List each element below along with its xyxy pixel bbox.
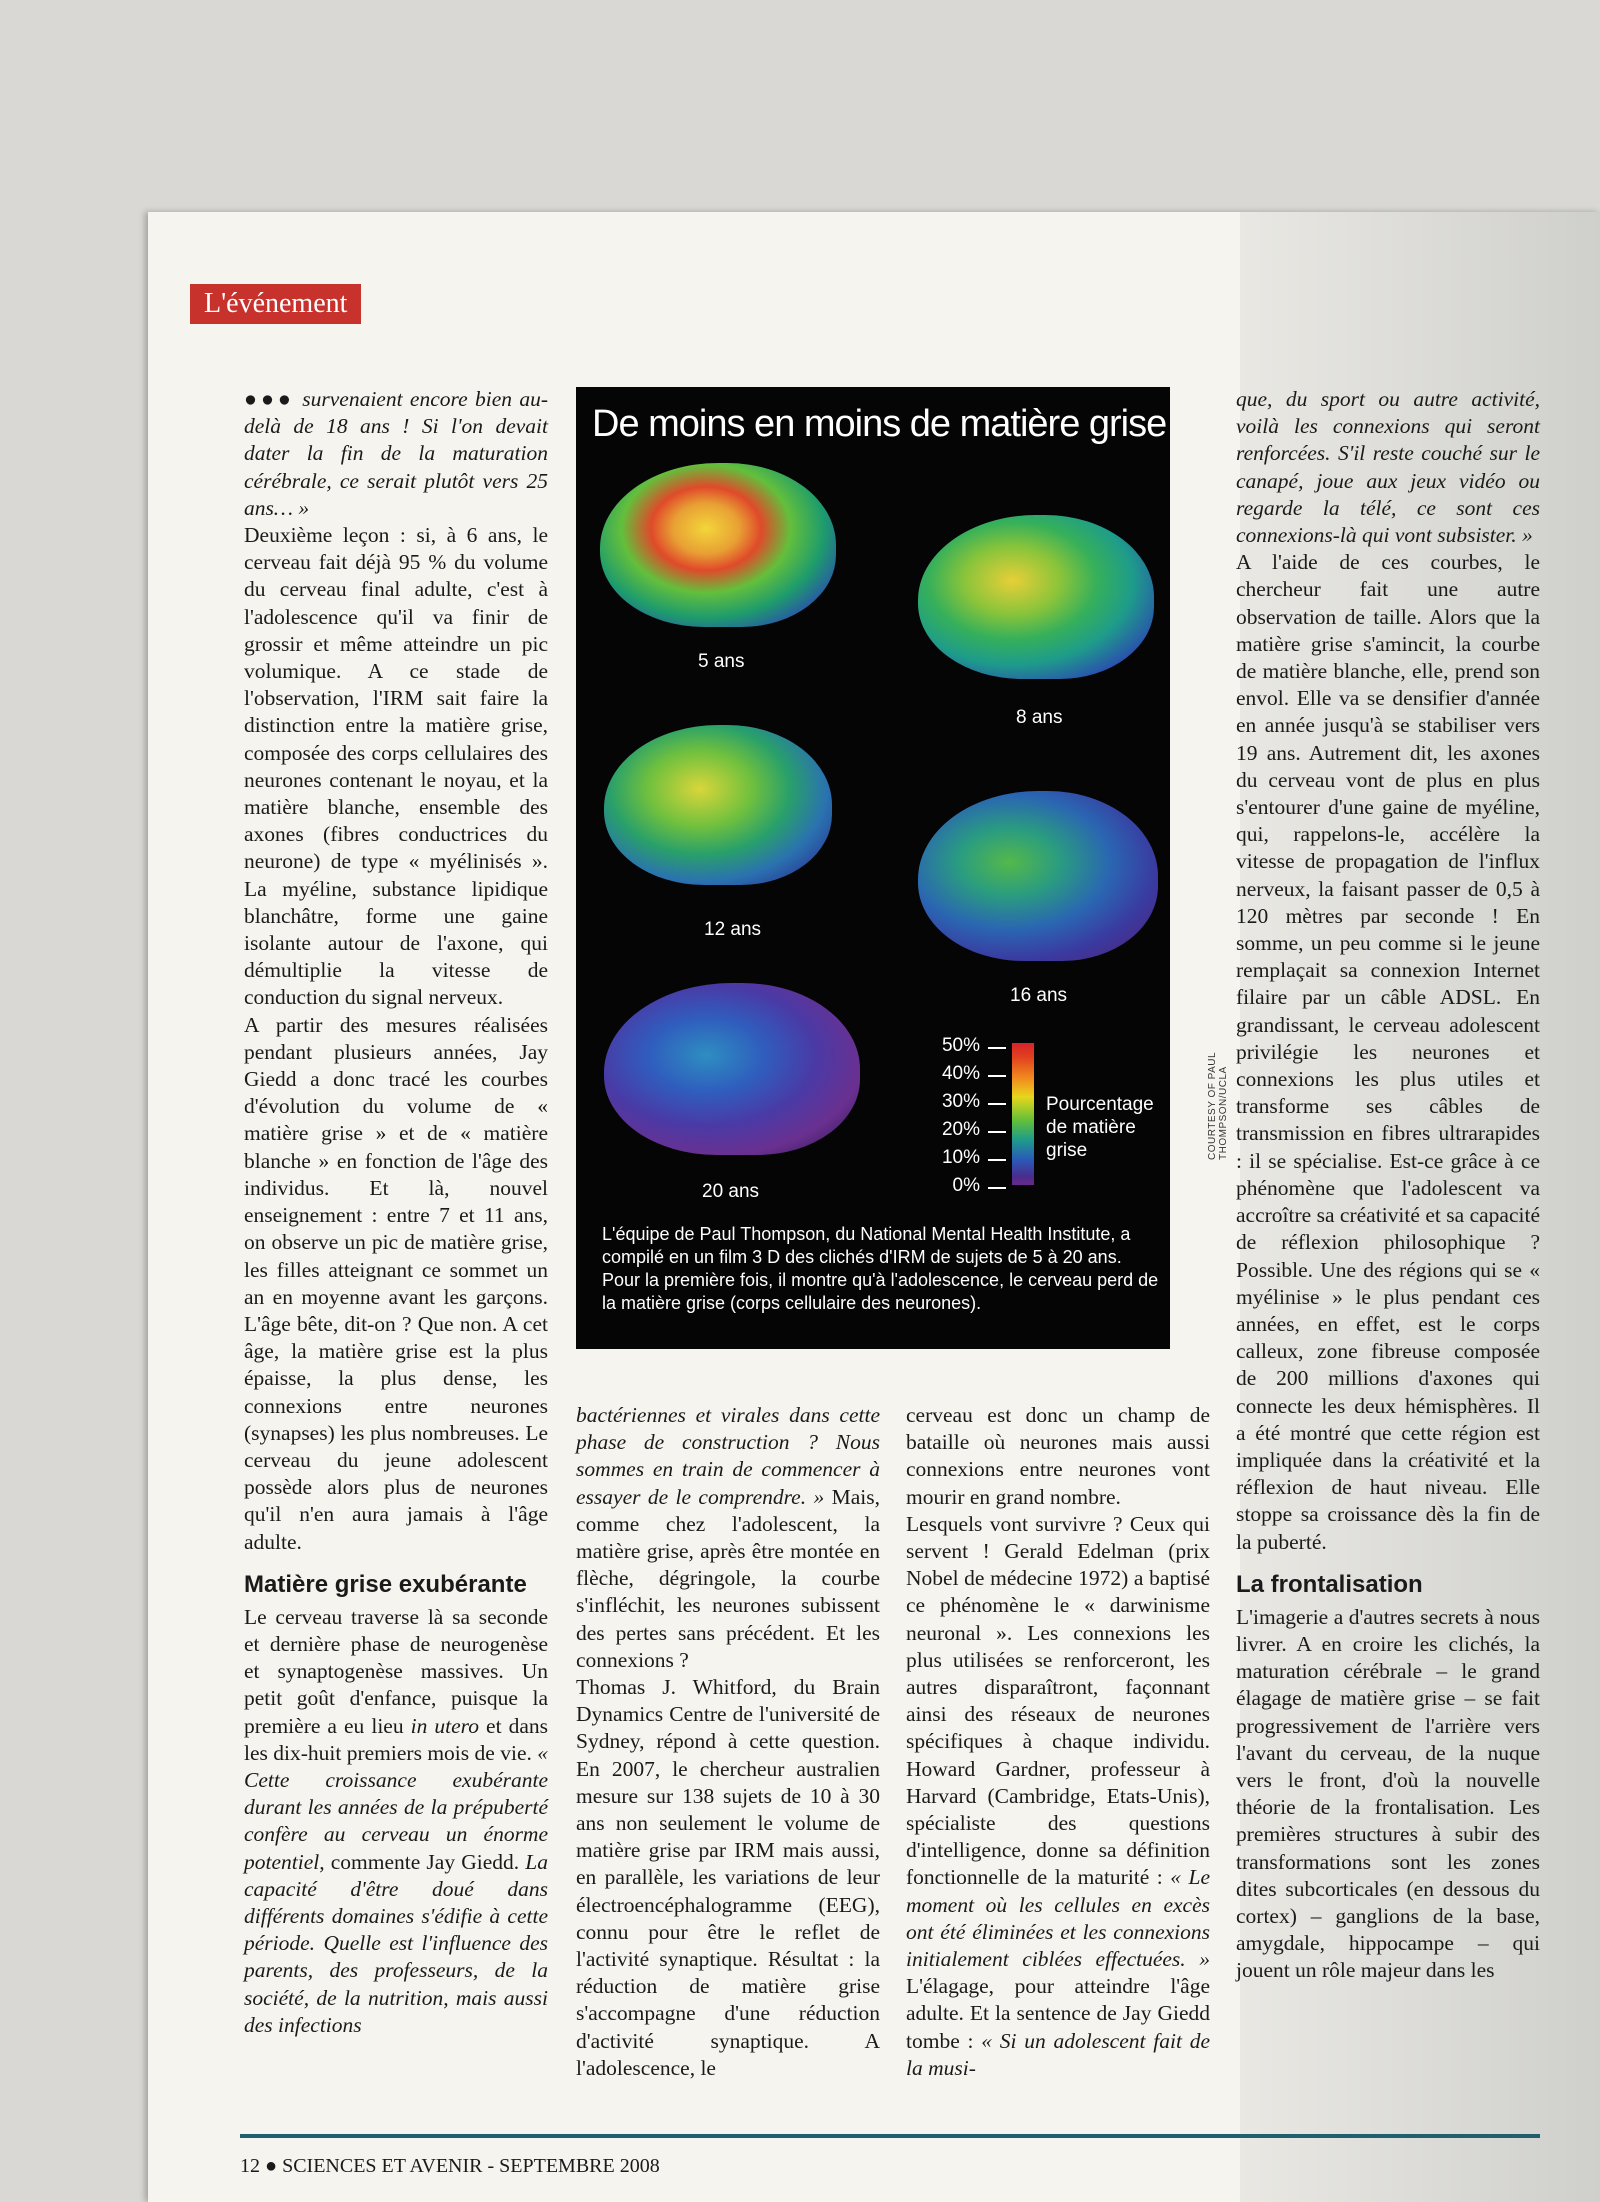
brain-image-12 <box>604 725 832 885</box>
scale-tick-mark <box>988 1075 1006 1077</box>
quote: « Le moment où les cellules en excès ont été éliminées et les connexions initialement ciblées effectuées. » <box>906 1865 1210 1972</box>
text: commente Jay Giedd. <box>330 1849 520 1874</box>
scale-title <box>1046 1093 1154 1162</box>
figure-title: De moins en moins de matière grise <box>592 403 1167 445</box>
quote: bactériennes et virales dans cette phase de construction ? Nous sommes en train de commencer à essayer de le comprendre. » <box>576 1403 880 1509</box>
paragraph: A l'aide de ces courbes, le chercheur fait une autre observation de taille. Alors que la matière grise s'amincit, la courbe de matière blanche, elle, prend son envol. Elle va se densifier d'année en année jusqu'à se stabiliser vers 19 ans. Autrement dit, les axones du cerveau vont de plus en plus s'entourer d'une gaine de myéline, qui, rappelons-le, accélère la vitesse de propagation de l'influx nerveux, la faisant passer de 0,5 à 120 mètres par seconde ! En somme, un peu comme si le jeune remplaçait sa connexion Internet filaire par un câble ADSL. En grandissant, le cerveau adolescent privilégie les neurones et connexions les plus utiles et transforme ses câbles de transmission en fibres ultrarapides : il se spécialise. Est-ce grâce à ce phénomène que l'adolescent va accroître sa créativité et sa capacité de réflexion philosophique ? Possible. Une des régions qui se « myélinise » le plus pendant ces années, en effet, est le corps calleux, zone fibreuse composée de 200 millions d'axones qui connecte les deux hémisphères. Il a été montré que cette région est impliquée dans la créativité et la réflexion de haut niveau. Elle stoppe sa croissance dès la fin de la puberté. <box>1236 550 1540 1554</box>
subheading: Matière grise exubérante <box>244 1570 527 1598</box>
footer-rule <box>240 2134 1540 2138</box>
quote: « Si un adolescent fait de la musi- <box>906 2028 1210 2080</box>
column-2 <box>576 1402 880 2082</box>
brain-label-5: 5 ans <box>698 651 745 672</box>
quote: « Cette croissance exubérante durant les années de la prépuberté confère au cerveau un énorme potentiel, <box>244 1740 548 1874</box>
scale-tick: 0% <box>952 1175 980 1196</box>
scale-tick: 20% <box>941 1119 980 1140</box>
brain-image-8 <box>918 515 1154 679</box>
paragraph <box>1236 386 1540 549</box>
quote: survenaient encore bien au-delà de 18 ans ! Si l'on devait dater la fin de la maturation cérébrale, ce serait plutôt vers 25 ans… » <box>244 387 549 520</box>
column-1 <box>244 386 548 2039</box>
continuation-dots: ●●● <box>244 387 295 411</box>
scale-tick: 50% <box>941 1035 980 1056</box>
text: et dans les dix-huit premiers mois de vie. <box>244 1713 549 1765</box>
text: in utero <box>410 1713 479 1738</box>
scale-tick-mark <box>988 1103 1006 1105</box>
brain-label-8: 8 ans <box>1016 707 1063 728</box>
paragraph <box>244 1604 548 2039</box>
column-4 <box>1236 386 1540 1985</box>
paragraph <box>576 1402 880 1674</box>
photo-credit: COURTESY OF PAUL THOMPSON/UCLA <box>1207 1052 1229 1160</box>
brain-image-16 <box>918 791 1158 961</box>
column-3 <box>906 1402 1210 2082</box>
brain-label-16: 16 ans <box>1010 985 1068 1006</box>
scale-tick: 40% <box>941 1063 980 1084</box>
color-scale-bar <box>1012 1043 1034 1185</box>
paragraph: Thomas J. Whitford, du Brain Dynamics Centre de l'université de Sydney, répond à cette question. En 2007, le chercheur australien mesure sur 138 sujets de 10 à 30 ans non seulement le volume de matière grise par IRM mais aussi, en parallèle, les variations de leur électroencéphalogramme (EEG), connu pour être le reflet de l'activité synaptique. Résultat : la réduction de matière grise s'accompagne d'une réduction d'activité synaptique. A l'adolescence, le <box>576 1675 880 2080</box>
brain-label-12: 12 ans <box>704 919 762 940</box>
paragraph: Deuxième leçon : si, à 6 ans, le cerveau fait déjà 95 % du volume du cerveau final adulte, c'est à l'adolescence qu'il va finir de grossir et même atteindre un pic volumique. A ce stade de l'observation, l'IRM sait faire la distinction entre la matière grise, composée des corps cellulaires des neurones contenant le noyau, et la matière blanche, ensemble des axones (fibres conductrices du neurone) de type « myélinisés ». La myéline, substance lipidique blanchâtre, forme une gaine isolante autour de l'axone, qui démultiplie la vitesse de conduction du signal nerveux. <box>244 523 548 1010</box>
text: Le cerveau traverse là sa seconde et dernière phase de neurogenèse et synaptogenèse massives. Un petit goût d'enfance, puisque la première a eu lieu <box>244 1604 548 1738</box>
brain-figure <box>576 387 1170 1349</box>
brain-label-20: 20 ans <box>702 1181 760 1202</box>
brain-image-20 <box>604 983 860 1155</box>
scale-tick-mark <box>988 1187 1006 1189</box>
scale-title-line: de matière <box>1046 1117 1136 1138</box>
section-tag: L'événement <box>190 284 361 324</box>
paragraph: L'imagerie a d'autres secrets à nous livrer. A en croire les clichés, la maturation cérébrale – le grand élagage de matière grise – se fait progressivement de l'arrière vers l'avant du cerveau, de la nuque vers le front, d'où la nouvelle théorie de la frontalisation. Les premières structures à subir des transformations sont les zones dites subcorticales (en dessous du cortex) – ganglions de la base, amygdale, hippocampe – qui jouent un rôle majeur dans les <box>1236 1604 1540 1983</box>
quote: que, du sport ou autre activité, voilà les connexions qui seront renforcées. S'il reste couché sur le canapé, joue aux jeux vidéo ou regarde la télé, ce sont ces connexions-là qui vont subsister. » <box>1236 387 1540 548</box>
scale-tick: 30% <box>941 1091 980 1112</box>
paragraph: A partir des mesures réalisées pendant plusieurs années, Jay Giedd a donc tracé les courbes d'évolution du volume de « matière grise » et de « matière blanche » en fonction de l'âge des individus. Et là, nouvel enseignement : entre 7 et 11 ans, on observe un pic de matière grise, les filles atteignant ce sommet un an en moyenne avant les garçons. L'âge bête, dit-on ? Que non. A cet âge, la matière grise est la plus épaisse, la plus dense, les connexions entre neurones (synapses) les plus nombreuses. Le cerveau du jeune adolescent possède alors plus de neurones qu'il n'en aura jamais à l'âge adulte. <box>244 1012 548 1554</box>
scale-title-line: Pourcentage <box>1046 1094 1154 1115</box>
scale-tick-mark <box>988 1131 1006 1133</box>
brain-image-5 <box>600 463 836 627</box>
page-footer: 12 ● SCIENCES ET AVENIR - SEPTEMBRE 2008 <box>240 2155 660 2177</box>
text: Mais, comme chez l'adolescent, la matière grise, après être montée en flèche, dégringole, la courbe s'infléchit, les neurones subissent des pertes sans précédent. Et les connexions ? <box>576 1484 880 1672</box>
text: L'élagage, pour atteindre l'âge adulte. Et la sentence de Jay Giedd tombe : <box>906 1974 1210 2053</box>
text: Lesquels vont survivre ? Ceux qui servent ! Gerald Edelman (prix Nobel de médecine 1972) a baptisé ce phénomène le « darwinisme neuronal ». Les connexions les plus utilisées se renforceront, les autres disparaîtront, façonnant ainsi des réseaux de neurones spécifiques à chaque individu. Howard Gardner, professeur à Harvard (Cambridge, Etats-Unis), spécialiste des questions d'intelligence, donne sa définition fonctionnelle de la maturité : <box>906 1511 1210 1890</box>
paragraph: cerveau est donc un champ de bataille où neurones mais aussi connexions entre neurones vont mourir en grand nombre. <box>906 1403 1210 1509</box>
subheading: La frontalisation <box>1236 1570 1423 1598</box>
scale-tick-mark <box>988 1159 1006 1161</box>
scale-title-line: grise <box>1046 1140 1088 1161</box>
scale-tick: 10% <box>941 1147 980 1168</box>
figure-caption: L'équipe de Paul Thompson, du National Mental Health Institute, a compilé en un film 3 D des clichés d'IRM de sujets de 5 à 20 ans. Pour la première fois, il montre qu'à l'adolescence, le cerveau perd de la matière grise (corps cellulaire des neurones). <box>602 1224 1159 1313</box>
paragraph <box>244 386 548 522</box>
paragraph <box>906 1511 1210 2082</box>
quote: La capacité d'être doué dans différents domaines s'édifie à cette période. Quelle est l'influence des parents, des professeurs, de la société, de la nutrition, mais aussi des infections <box>244 1849 549 2037</box>
scale-tick-mark <box>988 1047 1006 1049</box>
